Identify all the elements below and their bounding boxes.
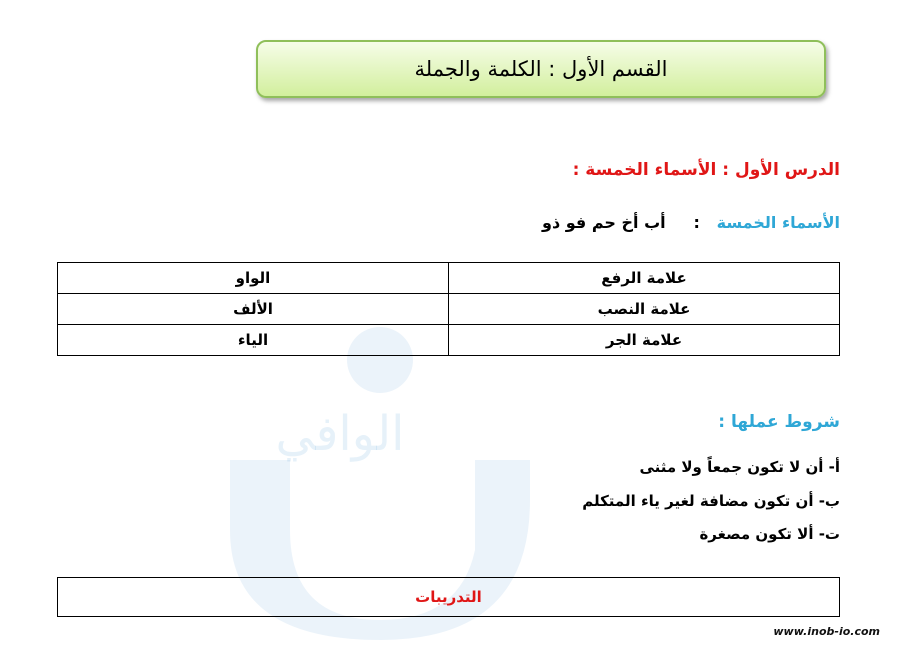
table-row — [58, 325, 840, 356]
section-title: القسم الأول : الكلمة والجملة — [414, 57, 668, 81]
table-row — [58, 263, 840, 294]
conditions-title: شروط عملها : — [718, 412, 840, 432]
five-names-separator: : — [693, 213, 700, 232]
site-url: www.inob-io.com — [773, 625, 880, 638]
marks-table — [57, 262, 840, 356]
section-header-box — [256, 40, 826, 98]
condition-item: ت- ألا تكون مصغرة — [699, 525, 840, 543]
five-names-line — [542, 213, 840, 232]
five-names-label: الأسماء الخمسة — [716, 213, 840, 232]
watermark-text: الوافي — [275, 406, 405, 462]
table-row — [58, 294, 840, 325]
five-names-list: أب أخ حم فو ذو — [542, 213, 666, 232]
table-cell-value: الواو — [58, 263, 449, 294]
table-cell-label: علامة الرفع — [449, 263, 840, 294]
lesson-title: الدرس الأول : الأسماء الخمسة : — [572, 160, 840, 180]
table-cell-label: علامة الجر — [449, 325, 840, 356]
exercises-box — [57, 577, 840, 617]
exercises-label: التدريبات — [415, 588, 482, 606]
condition-item: ب- أن تكون مضافة لغير ياء المتكلم — [582, 492, 840, 510]
table-cell-value: الألف — [58, 294, 449, 325]
table-cell-value: الياء — [58, 325, 449, 356]
condition-item: أ- أن لا تكون جمعاً ولا مثنى — [639, 458, 840, 476]
table-cell-label: علامة النصب — [449, 294, 840, 325]
